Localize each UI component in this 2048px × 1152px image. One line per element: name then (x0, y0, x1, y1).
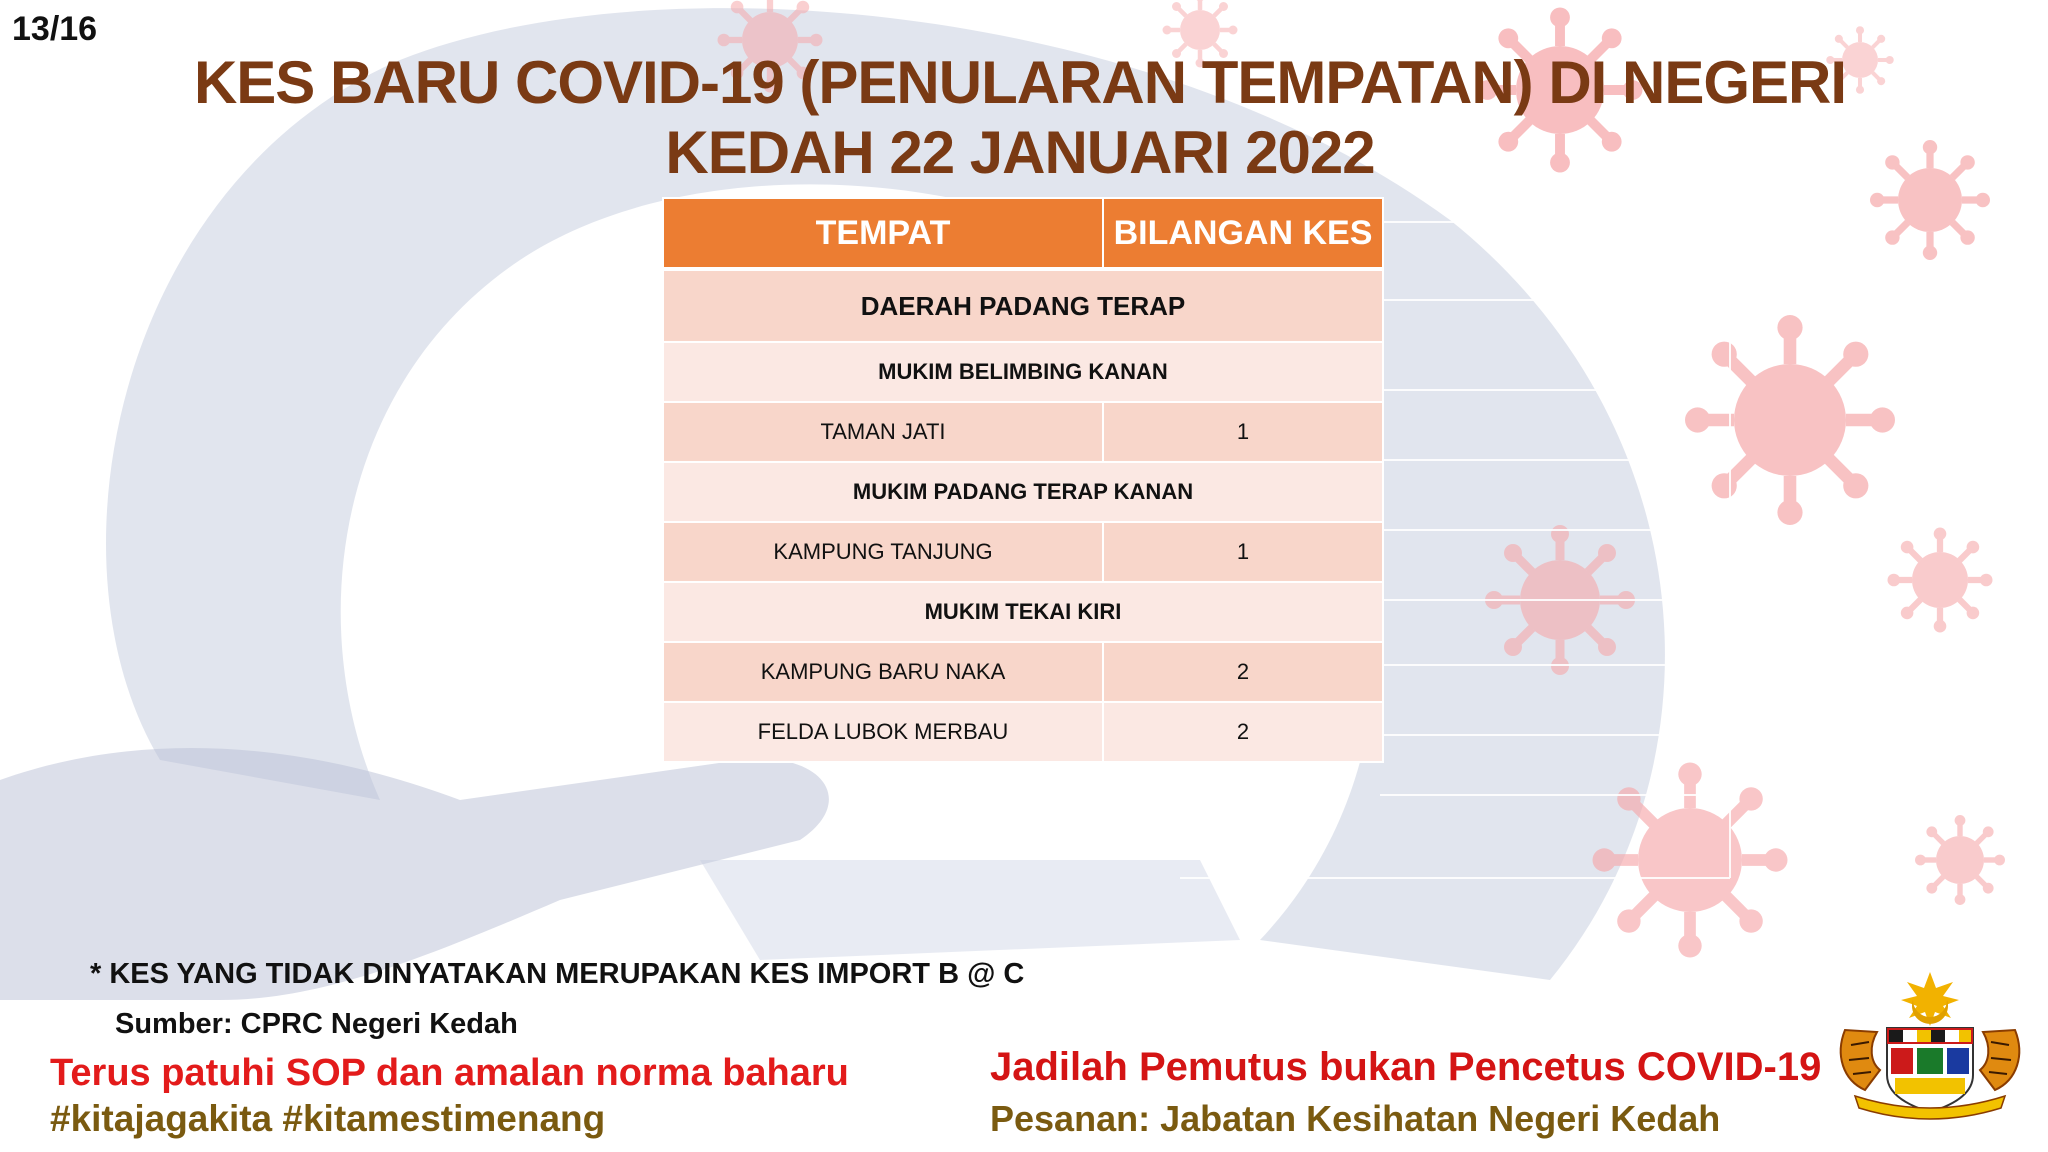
cases-cell: 2 (1103, 702, 1383, 762)
table-row (663, 702, 1383, 762)
message-from: Pesanan: Jabatan Kesihatan Negeri Kedah (990, 1098, 1721, 1139)
district-name: DAERAH PADANG TERAP (663, 269, 1383, 342)
district-row (663, 269, 1383, 342)
malaysia-coat-of-arms-icon (1825, 970, 2035, 1120)
title-line-2: KEDAH 22 JANUARI 2022 (665, 119, 1375, 186)
title-line-1: KES BARU COVID-19 (PENULARAN TEMPATAN) DI NEGERI (193, 49, 1847, 116)
cases-table (662, 197, 1384, 763)
cases-cell: 1 (1103, 402, 1383, 462)
sop-slogan: Terus patuhi SOP dan amalan norma baharu (50, 1052, 849, 1094)
mukim-name: MUKIM TEKAI KIRI (663, 582, 1383, 642)
table-row (663, 402, 1383, 462)
place-cell: KAMPUNG TANJUNG (663, 522, 1103, 582)
header-cases: BILANGAN KES (1103, 198, 1383, 269)
cases-cell: 2 (1103, 642, 1383, 702)
hashtags: #kitajagakita #kitamestimenang (50, 1098, 606, 1139)
table-row (663, 642, 1383, 702)
table-header-row (663, 198, 1383, 269)
page-number: 13/16 (12, 10, 98, 48)
mukim-row (663, 582, 1383, 642)
mukim-name: MUKIM PADANG TERAP KANAN (663, 462, 1383, 522)
page-title (160, 48, 1880, 188)
place-cell: FELDA LUBOK MERBAU (663, 702, 1103, 762)
place-cell: KAMPUNG BARU NAKA (663, 642, 1103, 702)
place-cell: TAMAN JATI (663, 402, 1103, 462)
mukim-name: MUKIM BELIMBING KANAN (663, 342, 1383, 402)
mukim-row (663, 462, 1383, 522)
covid-tagline: Jadilah Pemutus bukan Pencetus COVID-19 (990, 1045, 1822, 1089)
header-place: TEMPAT (663, 198, 1103, 269)
mukim-row (663, 342, 1383, 402)
cases-cell: 1 (1103, 522, 1383, 582)
footnote: * KES YANG TIDAK DINYATAKAN MERUPAKAN KES IMPORT B @ C (90, 958, 1025, 990)
table-row (663, 522, 1383, 582)
source-text: Sumber: CPRC Negeri Kedah (115, 1008, 518, 1040)
